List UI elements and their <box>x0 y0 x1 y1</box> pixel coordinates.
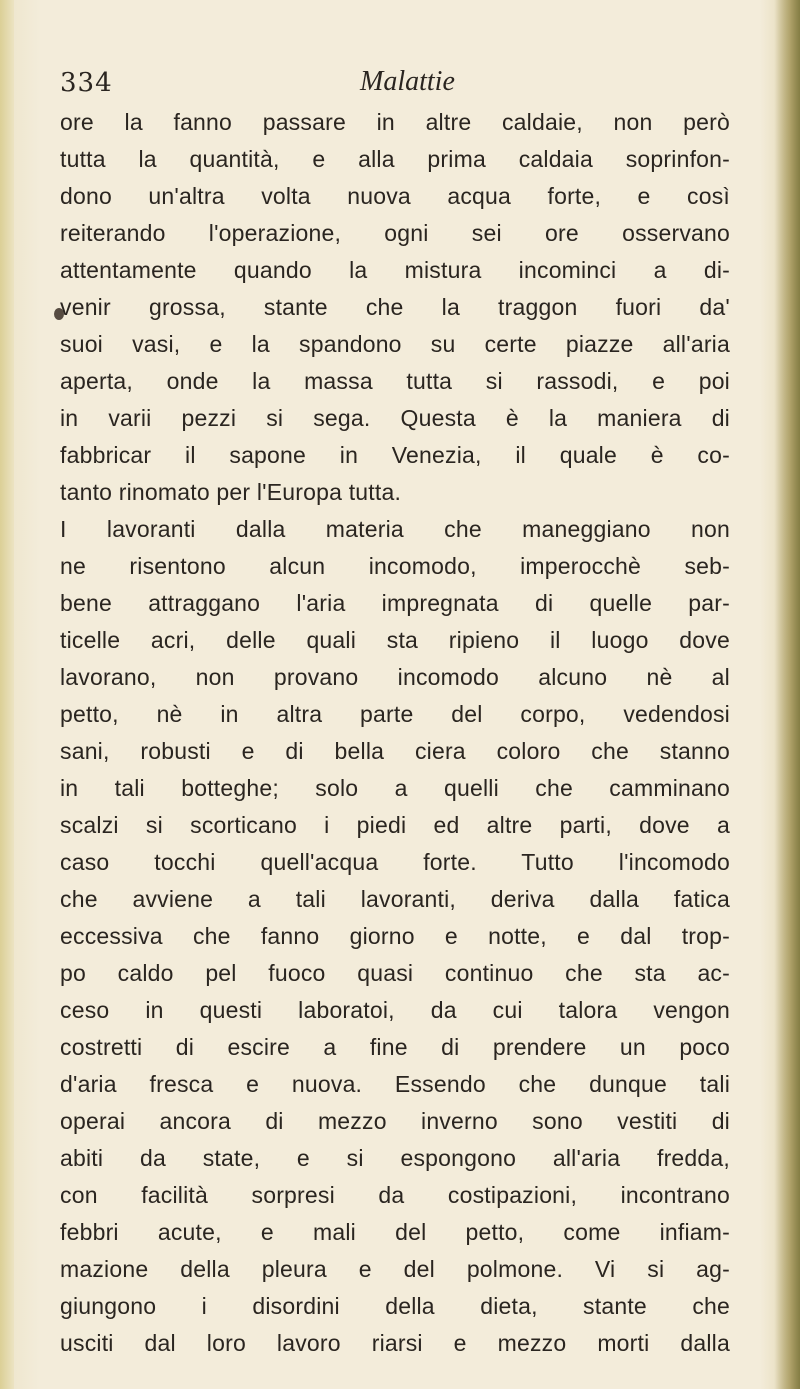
text-line: abiti da state, e si espongono all'aria fredda, <box>60 1145 730 1171</box>
text-line: giungono i disordini della dieta, stante che <box>60 1293 730 1319</box>
text-line: ore la fanno passare in altre caldaie, non però <box>60 109 730 135</box>
text-line: petto, nè in altra parte del corpo, vedendosi <box>60 701 730 727</box>
text-line: suoi vasi, e la spandono su certe piazze all'aria <box>60 331 730 357</box>
text-line: caso tocchi quell'acqua forte. Tutto l'incomodo <box>60 849 730 875</box>
running-title: Malattie <box>360 66 455 97</box>
text-line: sani, robusti e di bella ciera coloro che stanno <box>60 738 730 764</box>
text-line: fabbricar il sapone in Venezia, il quale è co- <box>60 442 730 468</box>
page-number: 334 <box>60 68 113 98</box>
text-line: lavorano, non provano incomodo alcuno nè al <box>60 664 730 690</box>
text-line: febbri acute, e mali del petto, come infiam- <box>60 1219 730 1245</box>
text-line: in varii pezzi si sega. Questa è la maniera di <box>60 405 730 431</box>
text-line: d'aria fresca e nuova. Essendo che dunque tali <box>60 1071 730 1097</box>
text-line: ne risentono alcun incomodo, imperocchè seb- <box>60 553 730 579</box>
text-line: ticelle acri, delle quali sta ripieno il luogo dove <box>60 627 730 653</box>
text-line: costretti di escire a fine di prendere un poco <box>60 1034 730 1060</box>
text-line: in tali botteghe; solo a quelli che camminano <box>60 775 730 801</box>
text-line: reiterando l'operazione, ogni sei ore osservano <box>60 220 730 246</box>
text-line: ceso in questi laboratoi, da cui talora vengon <box>60 997 730 1023</box>
text-line: dono un'altra volta nuova acqua forte, e così <box>60 183 730 209</box>
text-line: mazione della pleura e del polmone. Vi si ag- <box>60 1256 730 1282</box>
text-line: tutta la quantità, e alla prima caldaia soprinfon- <box>60 146 730 172</box>
text-line: attentamente quando la mistura incominci a di- <box>60 257 730 283</box>
page-edge-shadow <box>774 0 800 1389</box>
text-line: con facilità sorpresi da costipazioni, incontrano <box>60 1182 730 1208</box>
text-line: aperta, onde la massa tutta si rassodi, e poi <box>60 368 730 394</box>
page-header <box>60 68 720 108</box>
body-text <box>60 104 730 1362</box>
text-line: tanto rinomato per l'Europa tutta. <box>60 479 402 505</box>
text-line: che avviene a tali lavoranti, deriva dalla fatica <box>60 886 730 912</box>
text-line: usciti dal loro lavoro riarsi e mezzo morti dalla <box>60 1330 730 1356</box>
text-line: operai ancora di mezzo inverno sono vestiti di <box>60 1108 730 1134</box>
text-line: bene attraggano l'aria impregnata di quelle par- <box>60 590 730 616</box>
text-line: eccessiva che fanno giorno e notte, e dal trop- <box>60 923 730 949</box>
page-gutter-shadow <box>0 0 14 1389</box>
text-line: I lavoranti dalla materia che maneggiano non <box>60 516 730 542</box>
text-line: scalzi si scorticano i piedi ed altre parti, dove a <box>60 812 730 838</box>
text-line: po caldo pel fuoco quasi continuo che sta ac- <box>60 960 730 986</box>
text-line: venir grossa, stante che la traggon fuori da' <box>60 294 730 320</box>
